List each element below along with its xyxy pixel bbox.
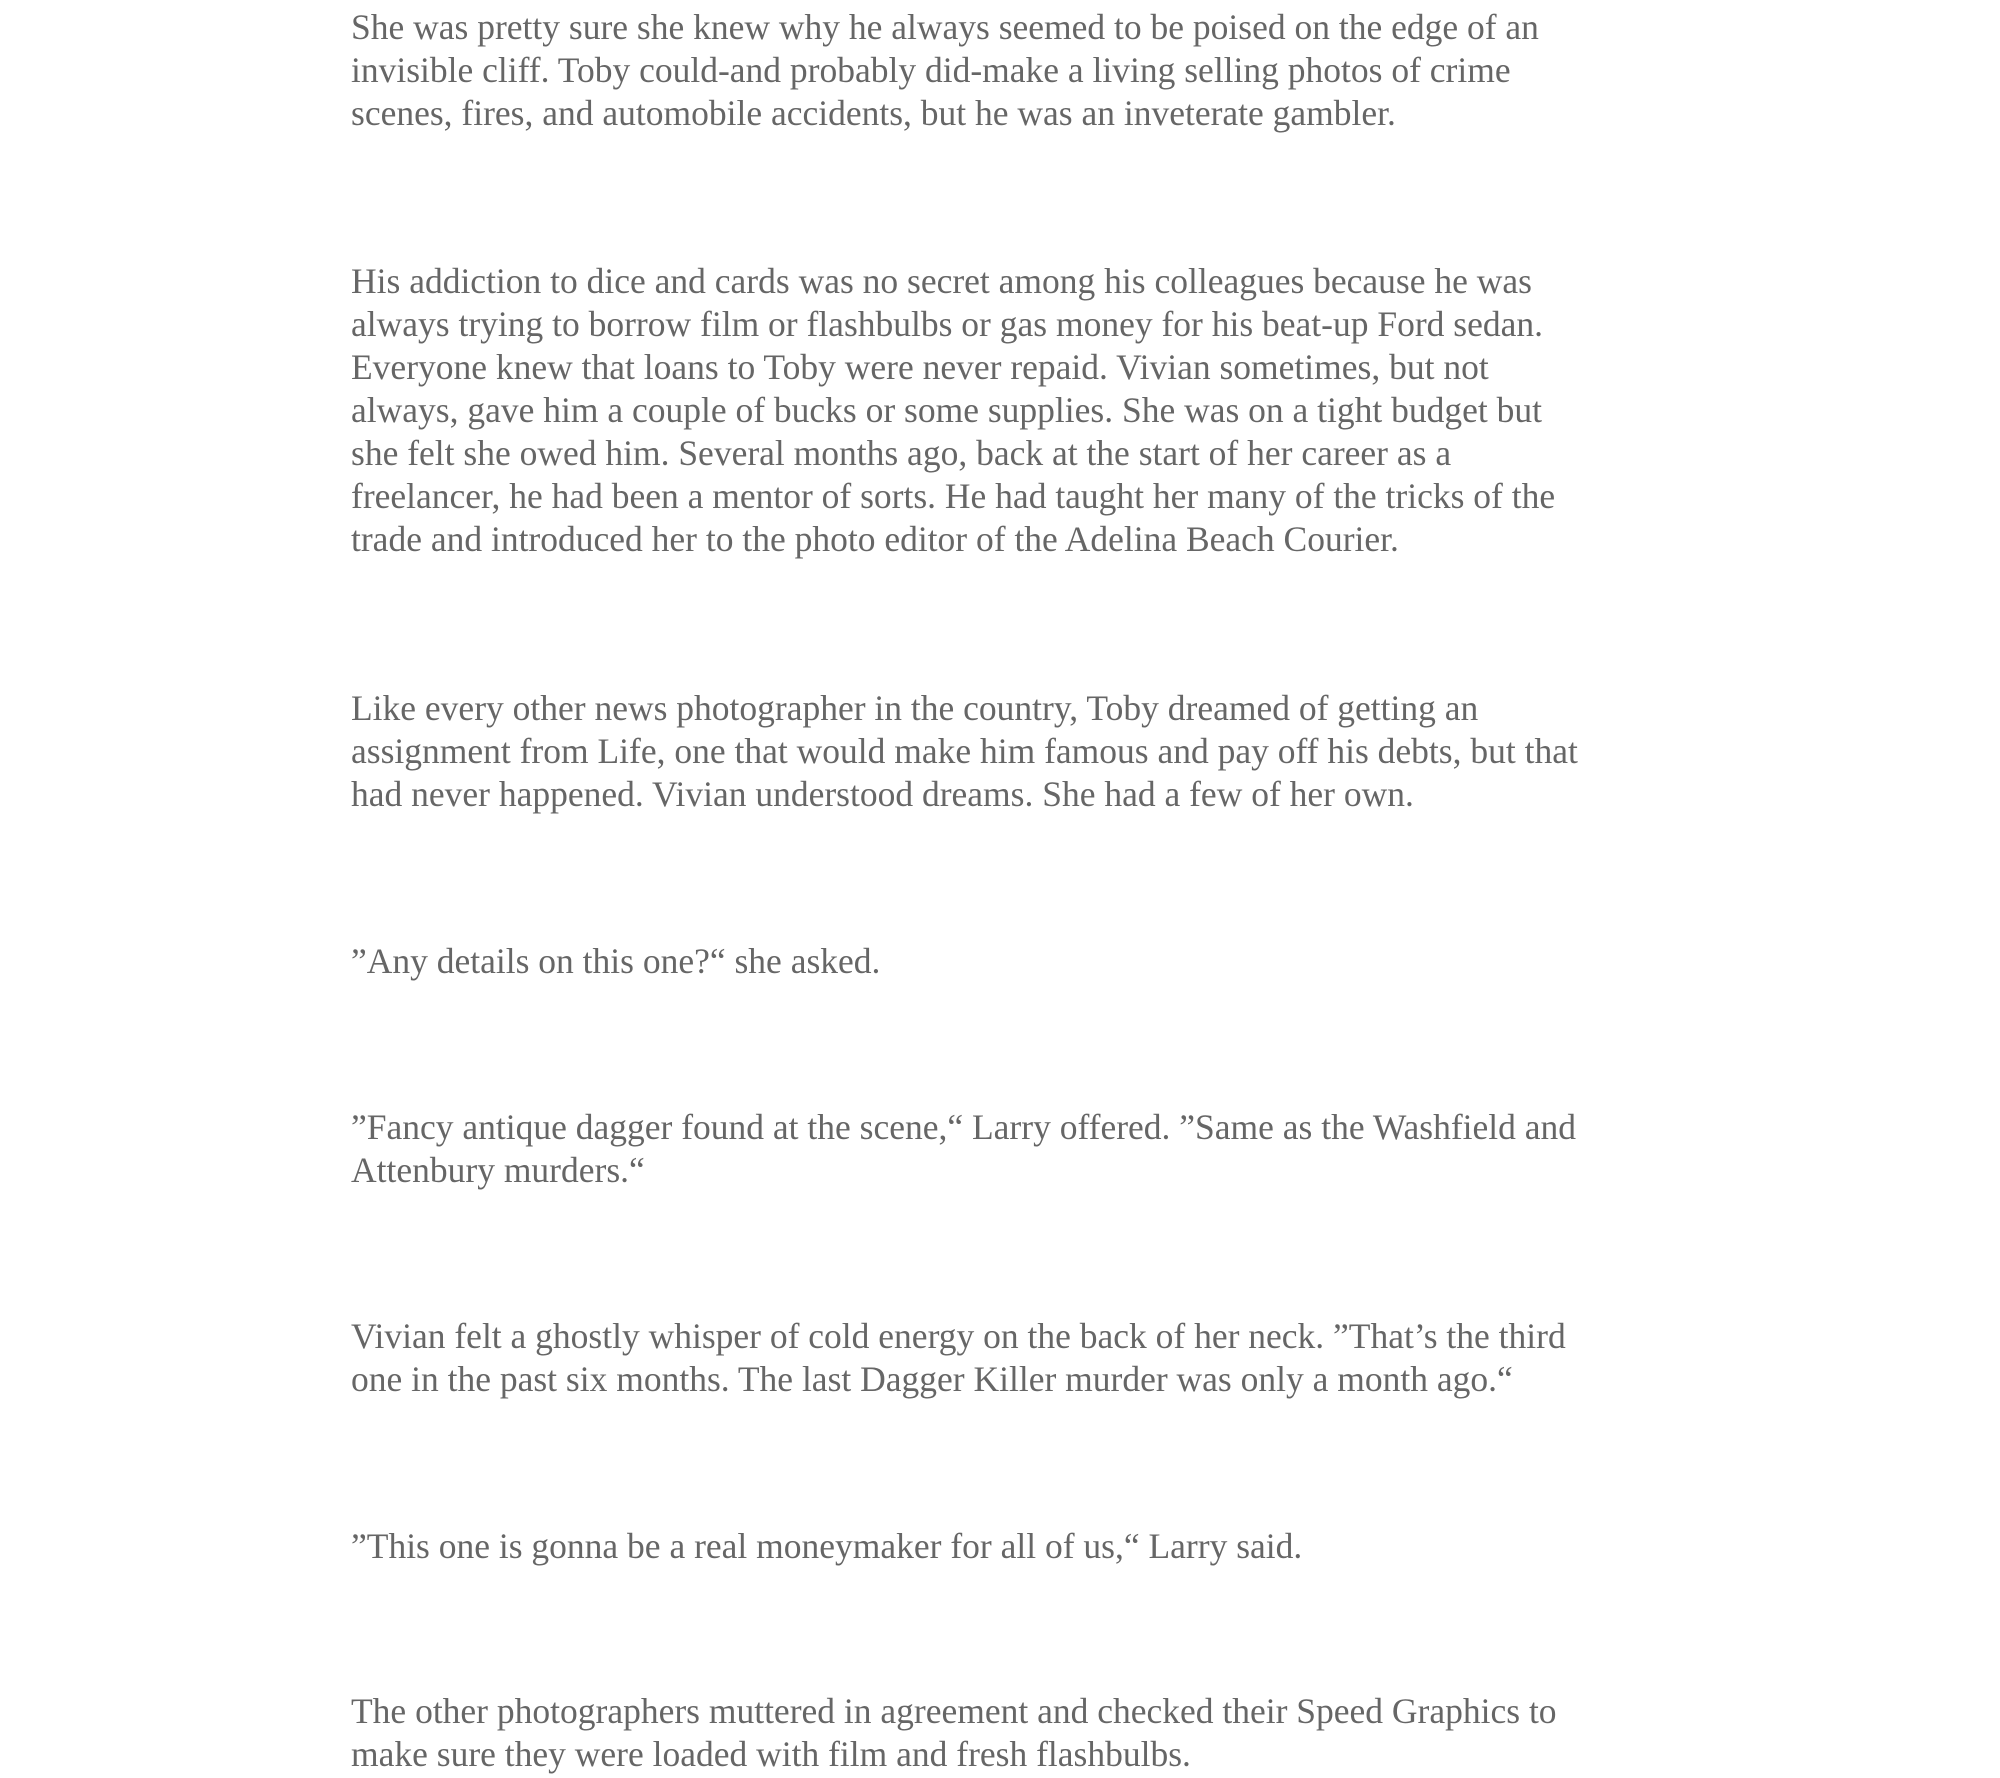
paragraph-4 <box>351 940 1681 983</box>
text-line: The other photographers muttered in agreement and checked their Speed Graphics to <box>351 1691 1557 1731</box>
text-line: Like every other news photographer in the country, Toby dreamed of getting an <box>351 688 1479 728</box>
text-line: always trying to borrow film or flashbulbs or gas money for his beat-up Ford sedan. <box>351 304 1543 344</box>
text-line: assignment from Life, one that would make him famous and pay off his debts, but that <box>351 731 1578 771</box>
paragraph-8 <box>351 1690 1681 1776</box>
text-line: one in the past six months. The last Dagger Killer murder was only a month ago.“ <box>351 1359 1513 1399</box>
text-line: had never happened. Vivian understood dreams. She had a few of her own. <box>351 774 1414 814</box>
paragraph-5 <box>351 1106 1681 1192</box>
text-line: She was pretty sure she knew why he always seemed to be poised on the edge of an <box>351 7 1539 47</box>
text-line: trade and introduced her to the photo editor of the Adelina Beach Courier. <box>351 519 1399 559</box>
text-line: freelancer, he had been a mentor of sorts. He had taught her many of the tricks of the <box>351 476 1556 516</box>
text-line: Everyone knew that loans to Toby were never repaid. Vivian sometimes, but not <box>351 347 1489 387</box>
paragraph-1 <box>351 6 1681 135</box>
text-line: ”Fancy antique dagger found at the scene,“ Larry offered. ”Same as the Washfield and <box>351 1107 1577 1147</box>
text-line: Vivian felt a ghostly whisper of cold energy on the back of her neck. ”That’s the third <box>351 1316 1566 1356</box>
text-line: ”Any details on this one?“ she asked. <box>351 941 881 981</box>
text-line: invisible cliff. Toby could-and probably did-make a living selling photos of crime <box>351 50 1511 90</box>
paragraph-7 <box>351 1525 1681 1568</box>
text-line: always, gave him a couple of bucks or some supplies. She was on a tight budget but <box>351 390 1543 430</box>
text-line: scenes, fires, and automobile accidents, but he was an inveterate gambler. <box>351 93 1396 133</box>
paragraph-3 <box>351 687 1681 816</box>
text-line: make sure they were loaded with film and fresh flashbulbs. <box>351 1734 1191 1774</box>
text-line: ”This one is gonna be a real moneymaker for all of us,“ Larry said. <box>351 1526 1303 1566</box>
text-line: she felt she owed him. Several months ago, back at the start of her career as a <box>351 433 1452 473</box>
paragraph-2 <box>351 260 1681 561</box>
text-line: Attenbury murders.“ <box>351 1150 645 1190</box>
text-line: His addiction to dice and cards was no secret among his colleagues because he was <box>351 261 1532 301</box>
paragraph-6 <box>351 1315 1681 1401</box>
